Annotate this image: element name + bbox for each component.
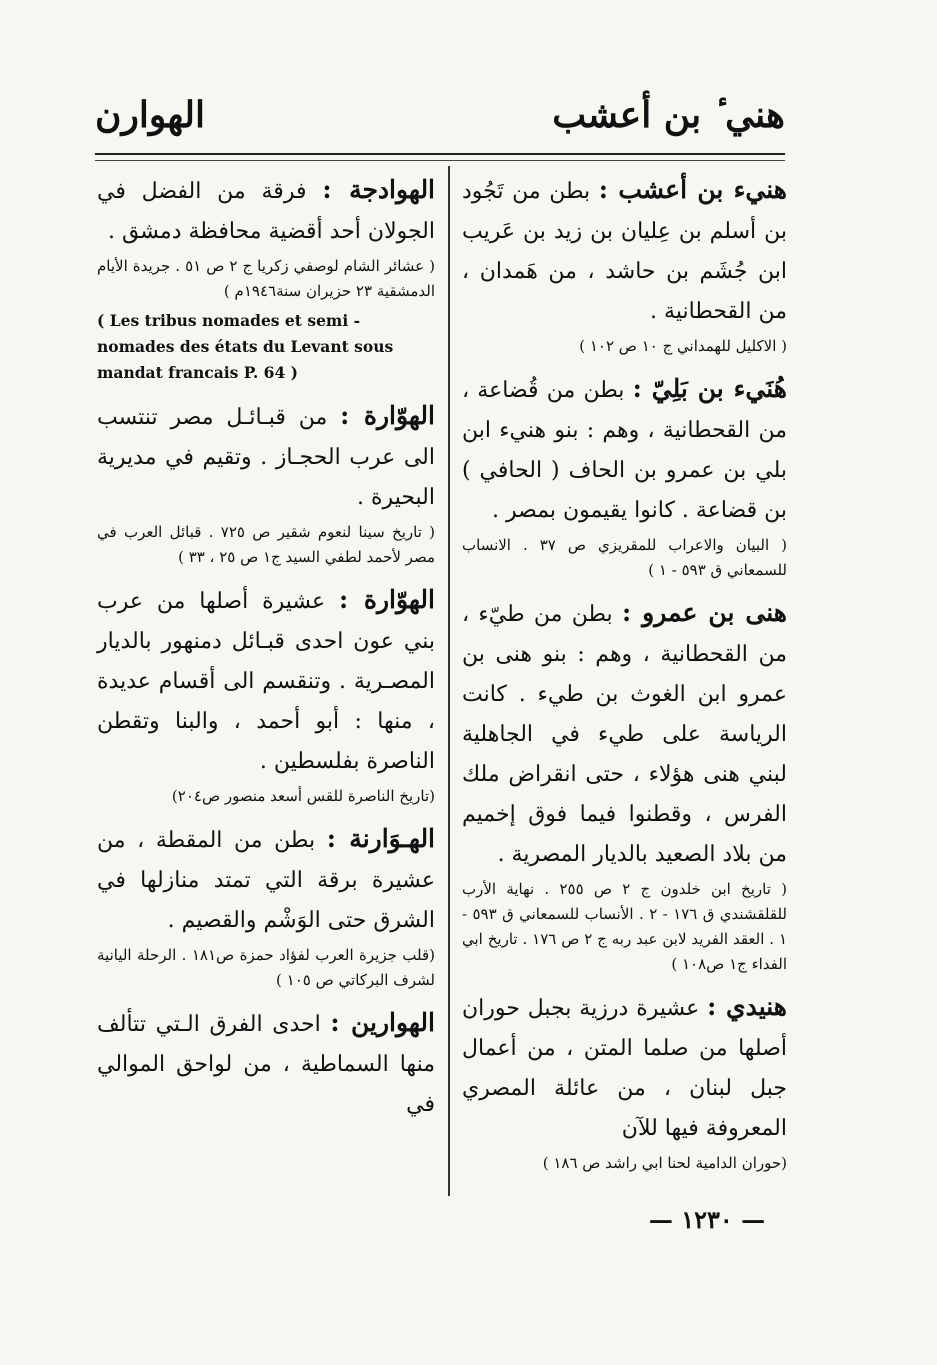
entry: [97, 1003, 435, 1125]
entry-reference: ( الاكليل للهمداني ج ١٠ ص ١٠٢ ): [579, 337, 787, 355]
entry-text: بطن من طيّء ، من القحطانية ، وهم : بنو هنى بن عمرو ابن الغوث بن طيء . كانت الرياسة على طيء في الجاهلية لبني هنى هؤلاء ، حتى انقراض ملك الفرس ، وقطنوا فيما فوق إخميم من بلاد الصعيد بالديار المصرية .: [462, 602, 787, 867]
entry-head: هنيدي :: [707, 992, 787, 1021]
entry-reference: (تاريخ الناصرة للقس أسعد منصور ص٢٠٤): [171, 787, 435, 805]
entry-head: الهوّارة :: [339, 585, 435, 614]
entry: [97, 170, 435, 386]
entry-head: الهوّارة :: [340, 401, 435, 430]
entry-text: فرقة من الفضل في الجولان أحد أقضية محافظة دمشق .: [97, 179, 435, 244]
entry-head: هنيء بن أعشب :: [598, 175, 787, 204]
left-column: [97, 170, 435, 1135]
page-number: — ١٢٣٠ —: [648, 1205, 766, 1234]
entry-head: الهـوَارنة :: [326, 824, 436, 853]
entry-head: الهوارين :: [330, 1008, 435, 1037]
entry-text: بطن من تَجُود بن أسلم بن عِليان بن زيد بن عَريب ابن جُشَم بن حاشد ، من هَمدان ، من القحطانية .: [462, 179, 787, 324]
entry-reference: (حوران الدامية لحنا ابي راشد ص ١٨٦ ): [542, 1154, 787, 1172]
entry-reference: ( تاريخ سينا لنعوم شقير ص ٧٢٥ . قبائل العرب في مصر لأحمد لطفي السيد ج١ ص ٢٥ ، ٣٣ ): [97, 523, 436, 566]
entry-text: عشيرة أصلها من عرب بني عون احدى قبـائل دمنهور بالديار المصـرية . وتنقسم الى أقسام عديدة ، منها : أبو أحمد ، والبنا وتقطن الناصرة بفلسطين .: [97, 589, 435, 774]
entry-reference: (قلب جزيرة العرب لفؤاد حمزة ص١٨١ . الرحلة اليانية لشرف البركاتي ص ١٠٥ ): [97, 946, 435, 989]
entry: [97, 819, 435, 993]
header-rule-thin: [95, 160, 785, 161]
running-head-left: الهوارن: [95, 94, 205, 136]
entry: [462, 987, 787, 1176]
entry: [462, 170, 787, 359]
header-rule: [95, 153, 785, 155]
entry-text: احدى الفرق الـتي تتألف منها السماطية ، من لواحق الموالي في: [97, 1012, 435, 1117]
entry-text: عشيرة درزية بجبل حوران أصلها من صلما المتن ، من أعمال جبل لبنان ، من عائلة المصري المعروفة فيها للآن: [462, 996, 787, 1141]
entry-text: بطن من قُضاعة ، من القحطانية ، وهم : بنو هنيء ابن بلي بن عمرو بن الحاف ( الحافي ) بن قضاعة . كانوا يقيمون بمصر .: [462, 378, 787, 523]
entry-text: من قبـائـل مصر تنتسب الى عرب الحجـاز . وتقيم في مديرية البحيرة .: [97, 405, 435, 510]
entry-reference: ( البيان والاعراب للمقريزي ص ٣٧ . الانساب للسمعاني ق ٥٩٣ - ١ ): [462, 536, 787, 579]
entry: [462, 369, 787, 583]
column-divider: [448, 166, 450, 1196]
running-head-right: هني ٔ بن أعشب: [552, 94, 785, 136]
entry-text: بطن من المقطة ، من عشيرة برقة التي تمتد منازلها في الشرق حتى الوَشْم والقصيم .: [97, 828, 435, 933]
latin-reference: ( Les tribus nomades et semi - nomades des états du Levant sous mandat francais P. 64 ): [97, 311, 394, 382]
entry-reference: ( تاريخ ابن خلدون ج ٢ ص ٢٥٥ . نهاية الأرب للقلقشندي ق ١٧٦ - ٢ . الأنساب للسمعاني ق ٥٩٣ - ١ . العقد الفريد لابن عبد ربه ج ٢ ص ١٧٦ . تاريخ ابي الفداء ج١ ص١٠٨ ): [462, 880, 787, 973]
entry: [97, 580, 435, 809]
right-column: [462, 170, 787, 1186]
entry: [97, 396, 435, 570]
entry-head: الهوادجة :: [322, 175, 436, 204]
page-header: [95, 90, 785, 150]
entry-reference: ( عشائر الشام لوصفي زكريا ج ٢ ص ٥١ . جريدة الأيام الدمشقية ٢٣ حزيران سنة١٩٤٦م ): [97, 257, 435, 300]
entry: [462, 593, 787, 977]
entry-head: هُنَيء بن بَلِيّ :: [632, 374, 787, 403]
entry-head: هنى بن عمرو :: [621, 598, 787, 627]
